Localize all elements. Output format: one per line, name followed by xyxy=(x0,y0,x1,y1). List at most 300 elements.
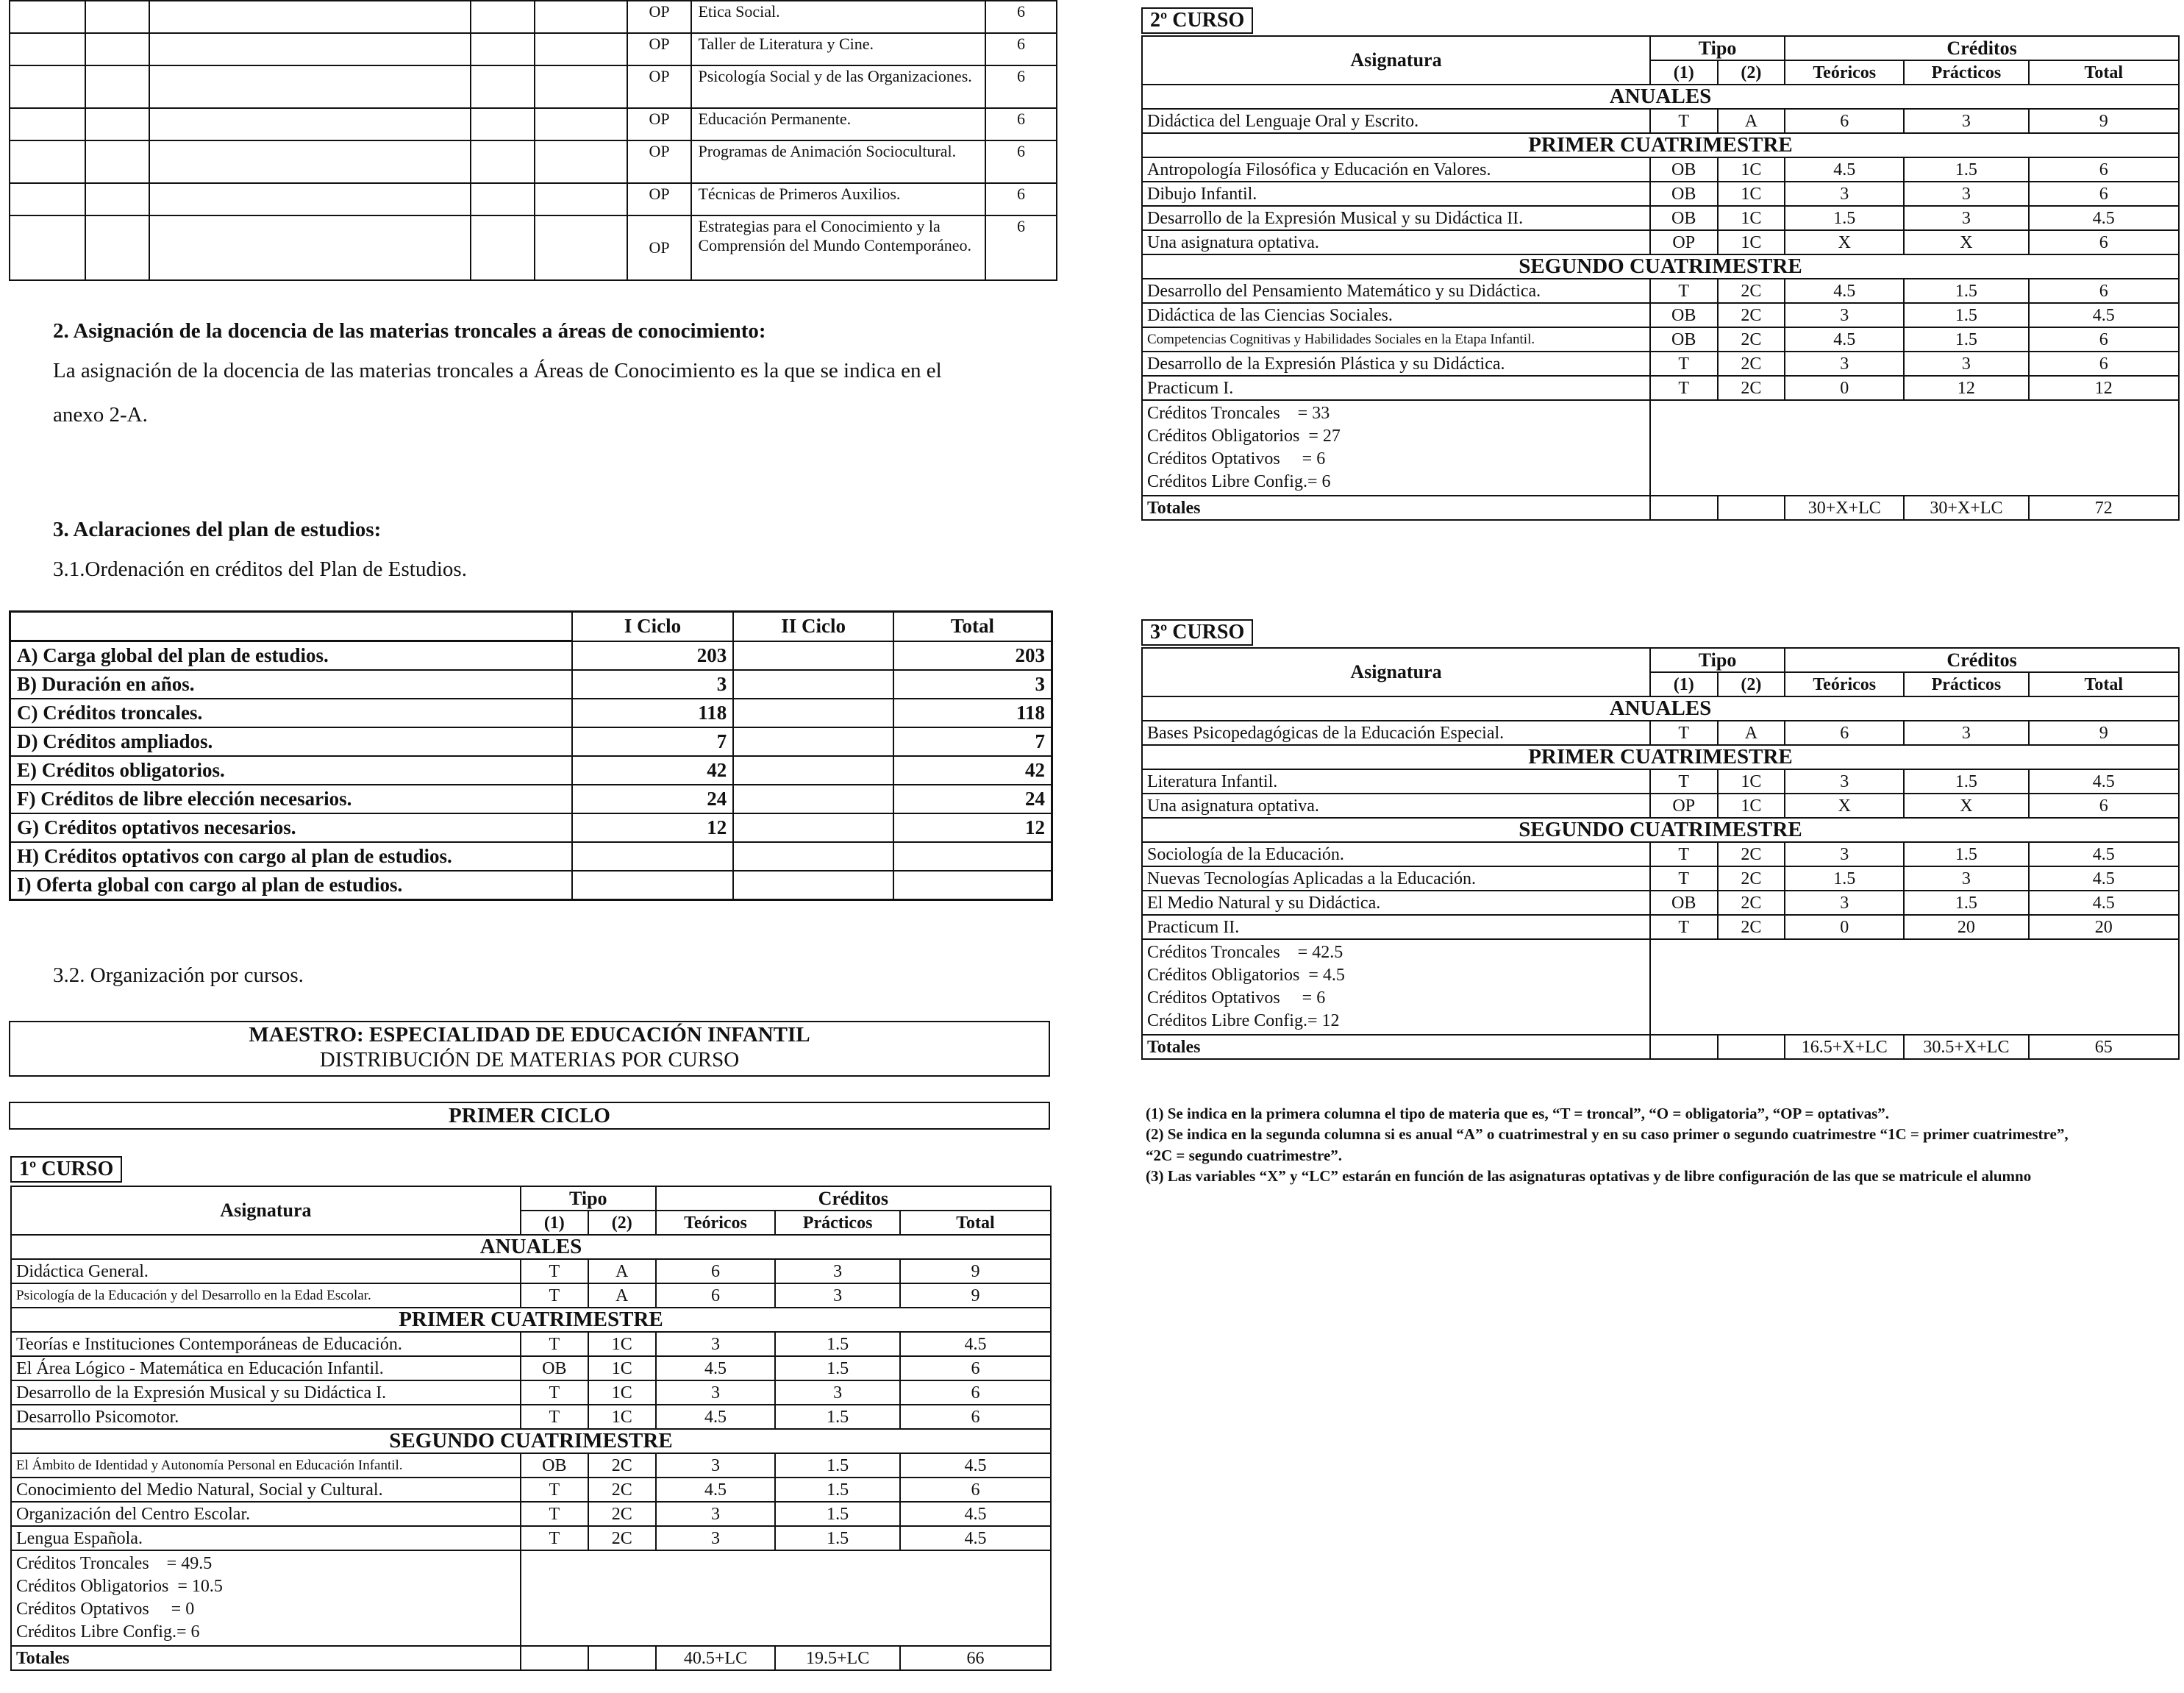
empty-cell xyxy=(471,65,535,108)
credit-line: Créditos Obligatorios = 10.5 xyxy=(16,1577,223,1596)
ordenacion-row xyxy=(10,785,1052,813)
subject-tipo: OB xyxy=(1650,206,1718,230)
ordenacion-iciclo: 203 xyxy=(572,641,734,671)
subject-teoricos: 6 xyxy=(656,1283,776,1308)
subject-total: 9 xyxy=(2029,109,2179,133)
totales-row xyxy=(1142,496,2179,520)
subject-name: Didáctica General. xyxy=(11,1259,521,1283)
subject-row xyxy=(11,1502,1051,1526)
subject-practicos: 1.5 xyxy=(775,1453,900,1478)
totales-practicos: 30.5+X+LC xyxy=(1904,1035,2028,1059)
subject-periodo: 1C xyxy=(588,1332,656,1356)
ordenacion-iciclo: 24 xyxy=(572,785,734,813)
optativa-tipo: OP xyxy=(627,183,692,215)
subject-name: Organización del Centro Escolar. xyxy=(11,1502,521,1526)
section-segundo-title: SEGUNDO CUATRIMESTRE xyxy=(1142,818,2179,842)
tipo-1-header: (1) xyxy=(1650,60,1718,85)
optativa-name: Etica Social. xyxy=(691,1,985,33)
credit-line: Créditos Obligatorios = 4.5 xyxy=(1147,966,1345,985)
empty-cell xyxy=(1650,939,2179,1035)
subject-row xyxy=(11,1332,1051,1356)
ordenacion-label: G) Créditos optativos necesarios. xyxy=(10,813,572,842)
subject-total: 20 xyxy=(2029,915,2179,939)
ordenacion-iciclo: 42 xyxy=(572,756,734,785)
section-segundo-title: SEGUNDO CUATRIMESTRE xyxy=(11,1429,1051,1453)
optativa-credits: 6 xyxy=(985,140,1057,183)
totales-row xyxy=(11,1646,1051,1670)
empty-cell xyxy=(535,183,627,215)
header-row xyxy=(11,1186,1051,1211)
credit-line: Créditos Libre Config.= 12 xyxy=(1147,1011,1340,1030)
practicos-header: Prácticos xyxy=(775,1211,900,1235)
subject-teoricos: 3 xyxy=(656,1332,776,1356)
subject-tipo: OB xyxy=(521,1453,588,1478)
optativa-name: Educación Permanente. xyxy=(691,108,985,140)
subject-tipo: T xyxy=(521,1259,588,1283)
subject-name: Antropología Filosófica y Educación en Valores. xyxy=(1142,157,1650,182)
header-row xyxy=(1142,36,2179,60)
subject-tipo: OB xyxy=(1650,303,1718,327)
subject-total: 6 xyxy=(900,1478,1051,1502)
subject-total: 9 xyxy=(900,1259,1051,1283)
ordenacion-total: 118 xyxy=(893,699,1052,727)
subject-total: 4.5 xyxy=(2029,842,2179,866)
subject-periodo: 1C xyxy=(1718,206,1785,230)
subject-periodo: 1C xyxy=(1718,794,1785,818)
ordenacion-iciclo: 12 xyxy=(572,813,734,842)
section-segundo-title: SEGUNDO CUATRIMESTRE xyxy=(1142,254,2179,279)
subject-periodo: 1C xyxy=(1718,182,1785,206)
subject-name: Desarrollo de la Expresión Musical y su Didáctica I. xyxy=(11,1380,521,1405)
tipo-header: Tipo xyxy=(521,1186,656,1211)
section-primer-title: PRIMER CUATRIMESTRE xyxy=(1142,133,2179,157)
subject-total: 6 xyxy=(2029,157,2179,182)
subject-periodo: 1C xyxy=(588,1356,656,1380)
ordenacion-iciclo xyxy=(572,871,734,900)
subject-teoricos: 3 xyxy=(656,1453,776,1478)
subject-tipo: T xyxy=(1650,866,1718,891)
subject-practicos: 1.5 xyxy=(1904,157,2028,182)
empty-cell xyxy=(471,1,535,33)
teoricos-header: Teóricos xyxy=(656,1211,776,1235)
subject-practicos: 3 xyxy=(1904,721,2028,745)
credit-line: Créditos Troncales = 49.5 xyxy=(16,1554,213,1573)
subject-teoricos: 3 xyxy=(1785,182,1904,206)
subject-total: 9 xyxy=(900,1283,1051,1308)
section-anuales-title: ANUALES xyxy=(1142,696,2179,721)
empty-cell xyxy=(471,108,535,140)
subject-practicos: X xyxy=(1904,230,2028,254)
ordenacion-row xyxy=(10,842,1052,871)
empty-cell xyxy=(149,65,471,108)
subject-teoricos: 3 xyxy=(1785,303,1904,327)
subject-teoricos: 4.5 xyxy=(1785,279,1904,303)
subject-tipo: T xyxy=(1650,279,1718,303)
subject-total: 6 xyxy=(900,1380,1051,1405)
subject-tipo: OP xyxy=(1650,794,1718,818)
subject-practicos: 1.5 xyxy=(1904,769,2028,794)
optativa-tipo: OP xyxy=(627,215,692,280)
credit-line: Créditos Troncales = 42.5 xyxy=(1147,943,1343,962)
subject-practicos: 12 xyxy=(1904,376,2028,400)
subject-teoricos: X xyxy=(1785,230,1904,254)
subject-practicos: 3 xyxy=(1904,352,2028,376)
subject-periodo: A xyxy=(1718,109,1785,133)
credits-summary xyxy=(1142,939,1650,1035)
empty-cell xyxy=(535,108,627,140)
optativa-credits: 6 xyxy=(985,1,1057,33)
total-header: Total xyxy=(900,1211,1051,1235)
curso2-tag: 2º CURSO xyxy=(1141,7,1253,34)
optativa-name: Taller de Literatura y Cine. xyxy=(691,33,985,65)
subject-row xyxy=(1142,866,2179,891)
asignatura-header: Asignatura xyxy=(1142,36,1650,85)
subject-name: Nuevas Tecnologías Aplicadas a la Educación. xyxy=(1142,866,1650,891)
totales-practicos: 19.5+LC xyxy=(775,1646,900,1670)
credits-summary xyxy=(11,1550,521,1646)
subject-name: Una asignatura optativa. xyxy=(1142,230,1650,254)
subject-periodo: 1C xyxy=(1718,157,1785,182)
subject-name: Teorías e Instituciones Contemporáneas de Educación. xyxy=(11,1332,521,1356)
empty-cell xyxy=(10,33,85,65)
optativa-credits: 6 xyxy=(985,65,1057,108)
subject-practicos: 1.5 xyxy=(1904,327,2028,352)
optativas-table xyxy=(9,0,1057,281)
subject-periodo: 2C xyxy=(1718,352,1785,376)
subject-name: El Medio Natural y su Didáctica. xyxy=(1142,891,1650,915)
credits-summary-row xyxy=(1142,939,2179,1035)
subject-periodo: 1C xyxy=(1718,230,1785,254)
subject-total: 6 xyxy=(2029,279,2179,303)
tipo-2-header: (2) xyxy=(1718,60,1785,85)
subject-tipo: T xyxy=(521,1405,588,1429)
section3-heading: 3. Aclaraciones del plan de estudios: xyxy=(53,518,382,541)
subject-periodo: 2C xyxy=(588,1453,656,1478)
section-primer-title: PRIMER CUATRIMESTRE xyxy=(1142,745,2179,769)
ordenacion-label: E) Créditos obligatorios. xyxy=(10,756,572,785)
ordenacion-label: B) Duración en años. xyxy=(10,670,572,699)
subject-row xyxy=(1142,157,2179,182)
subject-periodo: 2C xyxy=(1718,376,1785,400)
subject-total: 6 xyxy=(2029,352,2179,376)
section-primer-title: PRIMER CUATRIMESTRE xyxy=(11,1308,1051,1332)
empty-cell xyxy=(149,183,471,215)
subject-tipo: OB xyxy=(1650,157,1718,182)
subject-total: 4.5 xyxy=(2029,891,2179,915)
empty-cell xyxy=(535,215,627,280)
empty-cell xyxy=(149,140,471,183)
subject-total: 6 xyxy=(900,1356,1051,1380)
tipo-2-header: (2) xyxy=(1718,672,1785,696)
optativa-name: Psicología Social y de las Organizaciones. xyxy=(691,65,985,108)
credit-line: Créditos Libre Config.= 6 xyxy=(1147,472,1331,491)
subject-practicos: 1.5 xyxy=(775,1478,900,1502)
ordenacion-total: 203 xyxy=(893,641,1052,671)
subject-row xyxy=(11,1526,1051,1550)
ordenacion-total: 24 xyxy=(893,785,1052,813)
optativa-row xyxy=(10,33,1057,65)
subject-tipo: T xyxy=(1650,769,1718,794)
empty-cell xyxy=(149,1,471,33)
section3-sub2: 3.2. Organización por cursos. xyxy=(53,963,304,987)
empty-cell xyxy=(535,65,627,108)
subject-practicos: 1.5 xyxy=(1904,279,2028,303)
empty-cell xyxy=(471,215,535,280)
subject-teoricos: 6 xyxy=(1785,109,1904,133)
ordenacion-label: H) Créditos optativos con cargo al plan de estudios. xyxy=(10,842,572,871)
ord-header-iiciclo: II Ciclo xyxy=(733,612,893,641)
subject-row xyxy=(1142,794,2179,818)
ordenacion-iiciclo xyxy=(733,727,893,756)
ordenacion-total xyxy=(893,842,1052,871)
ordenacion-iciclo: 7 xyxy=(572,727,734,756)
empty-cell xyxy=(85,215,149,280)
subject-practicos: 3 xyxy=(1904,866,2028,891)
credit-line: Créditos Troncales = 33 xyxy=(1147,404,1330,423)
subject-total: 12 xyxy=(2029,376,2179,400)
optativa-credits: 6 xyxy=(985,108,1057,140)
empty-cell xyxy=(149,215,471,280)
section-row xyxy=(1142,818,2179,842)
empty-cell xyxy=(1718,1035,1785,1059)
ordenacion-label: D) Créditos ampliados. xyxy=(10,727,572,756)
note-2-cont: “2C = segundo cuatrimestre”. xyxy=(1146,1146,1343,1164)
teoricos-header: Teóricos xyxy=(1785,60,1904,85)
subject-total: 9 xyxy=(2029,721,2179,745)
ord-header-total: Total xyxy=(893,612,1052,641)
subject-total: 4.5 xyxy=(900,1502,1051,1526)
credit-line: Créditos Libre Config.= 6 xyxy=(16,1622,200,1642)
empty-cell xyxy=(10,140,85,183)
subject-periodo: 2C xyxy=(588,1526,656,1550)
subject-name: Lengua Española. xyxy=(11,1526,521,1550)
subject-total: 4.5 xyxy=(900,1453,1051,1478)
ordenacion-label: F) Créditos de libre elección necesarios. xyxy=(10,785,572,813)
subject-teoricos: 1.5 xyxy=(1785,206,1904,230)
subject-tipo: OB xyxy=(1650,182,1718,206)
subject-row xyxy=(1142,327,2179,352)
subject-row xyxy=(1142,769,2179,794)
subject-name: Desarrollo de la Expresión Musical y su Didáctica II. xyxy=(1142,206,1650,230)
ordenacion-row xyxy=(10,756,1052,785)
subject-practicos: 1.5 xyxy=(1904,303,2028,327)
subject-practicos: 1.5 xyxy=(775,1332,900,1356)
note-2: (2) Se indica en la segunda columna si es anual “A” o cuatrimestral y en su caso primer o segundo cuatrimestre “1C = primer cuatrimestre”, xyxy=(1146,1125,2069,1144)
subject-tipo: OP xyxy=(1650,230,1718,254)
subject-row xyxy=(1142,230,2179,254)
curso1-table xyxy=(10,1186,1052,1671)
empty-cell xyxy=(10,183,85,215)
ordenacion-iiciclo xyxy=(733,842,893,871)
subject-name: Desarrollo Psicomotor. xyxy=(11,1405,521,1429)
note-1: (1) Se indica en la primera columna el tipo de materia que es, “T = troncal”, “O = obligatoria”, “OP = optativas”. xyxy=(1146,1105,1889,1122)
asignatura-header: Asignatura xyxy=(11,1186,521,1235)
empty-cell xyxy=(535,33,627,65)
subject-row xyxy=(11,1283,1051,1308)
ordenacion-iiciclo xyxy=(733,756,893,785)
section2-heading: 2. Asignación de la docencia de las materias troncales a áreas de conocimiento: xyxy=(53,319,766,343)
section2-text: La asignación de la docencia de las materias troncales a Áreas de Conocimiento es la que se indica en el xyxy=(53,359,942,382)
optativa-tipo: OP xyxy=(627,1,692,33)
ordenacion-label: A) Carga global del plan de estudios. xyxy=(10,641,572,671)
empty-cell xyxy=(149,33,471,65)
total-header: Total xyxy=(2029,60,2179,85)
subject-practicos: 3 xyxy=(1904,206,2028,230)
curso2-table xyxy=(1141,35,2180,521)
ordenacion-row xyxy=(10,813,1052,842)
ordenacion-iciclo: 118 xyxy=(572,699,734,727)
ordenacion-iiciclo xyxy=(733,699,893,727)
subject-total: 4.5 xyxy=(900,1332,1051,1356)
subject-total: 4.5 xyxy=(900,1526,1051,1550)
subject-periodo: 2C xyxy=(1718,842,1785,866)
header-row xyxy=(1142,648,2179,672)
subject-periodo: 2C xyxy=(1718,891,1785,915)
totales-teoricos: 30+X+LC xyxy=(1785,496,1904,520)
subject-row xyxy=(11,1405,1051,1429)
empty-cell xyxy=(85,33,149,65)
ordenacion-row xyxy=(10,871,1052,900)
tipo-header: Tipo xyxy=(1650,648,1785,672)
optativa-name: Programas de Animación Sociocultural. xyxy=(691,140,985,183)
subject-teoricos: 6 xyxy=(656,1259,776,1283)
empty-cell xyxy=(10,215,85,280)
curso3-table xyxy=(1141,647,2180,1060)
curso3-tag: 3º CURSO xyxy=(1141,619,1253,646)
subject-total: 6 xyxy=(2029,794,2179,818)
subject-tipo: OB xyxy=(1650,891,1718,915)
section3-sub1: 3.1.Ordenación en créditos del Plan de Estudios. xyxy=(53,557,467,581)
subject-practicos: 1.5 xyxy=(775,1405,900,1429)
subject-teoricos: 0 xyxy=(1785,376,1904,400)
credit-line: Créditos Optativos = 6 xyxy=(1147,449,1326,468)
subject-periodo: A xyxy=(1718,721,1785,745)
subject-practicos: 1.5 xyxy=(1904,842,2028,866)
subject-row xyxy=(1142,182,2179,206)
subject-row xyxy=(11,1453,1051,1478)
subject-practicos: 3 xyxy=(775,1259,900,1283)
optativa-row xyxy=(10,1,1057,33)
subject-total: 4.5 xyxy=(2029,769,2179,794)
subject-periodo: A xyxy=(588,1259,656,1283)
totales-teoricos: 40.5+LC xyxy=(656,1646,776,1670)
optativa-row xyxy=(10,140,1057,183)
subject-name: Literatura Infantil. xyxy=(1142,769,1650,794)
optativa-credits: 6 xyxy=(985,215,1057,280)
subject-tipo: T xyxy=(521,1283,588,1308)
optativa-tipo: OP xyxy=(627,65,692,108)
ordenacion-iciclo xyxy=(572,842,734,871)
creditos-header: Créditos xyxy=(656,1186,1051,1211)
empty-cell xyxy=(85,108,149,140)
subject-practicos: 3 xyxy=(1904,109,2028,133)
tipo-header: Tipo xyxy=(1650,36,1785,60)
subject-tipo: T xyxy=(1650,352,1718,376)
subject-periodo: 2C xyxy=(1718,279,1785,303)
ordenacion-total xyxy=(893,871,1052,900)
subject-row xyxy=(1142,352,2179,376)
subject-practicos: X xyxy=(1904,794,2028,818)
ordenacion-table xyxy=(9,610,1053,901)
empty-cell xyxy=(1718,496,1785,520)
subject-practicos: 3 xyxy=(775,1283,900,1308)
subject-tipo: T xyxy=(521,1502,588,1526)
empty-cell xyxy=(535,140,627,183)
subject-periodo: 1C xyxy=(588,1405,656,1429)
ordenacion-row xyxy=(10,727,1052,756)
subject-teoricos: 4.5 xyxy=(656,1405,776,1429)
asignatura-header: Asignatura xyxy=(1142,648,1650,696)
subject-teoricos: 4.5 xyxy=(656,1478,776,1502)
totales-label: Totales xyxy=(11,1646,521,1670)
empty-cell xyxy=(521,1646,588,1670)
subject-teoricos: 3 xyxy=(1785,891,1904,915)
footnotes xyxy=(1146,1103,2175,1186)
subject-name: Desarrollo de la Expresión Plástica y su Didáctica. xyxy=(1142,352,1650,376)
subject-teoricos: 3 xyxy=(1785,352,1904,376)
subject-row xyxy=(1142,303,2179,327)
subject-name: El Ámbito de Identidad y Autonomía Personal en Educación Infantil. xyxy=(11,1453,521,1478)
primer-ciclo-box: PRIMER CICLO xyxy=(9,1102,1050,1130)
empty-cell xyxy=(10,1,85,33)
subject-row xyxy=(11,1259,1051,1283)
subject-practicos: 1.5 xyxy=(775,1526,900,1550)
empty-cell xyxy=(85,65,149,108)
creditos-header: Créditos xyxy=(1785,648,2179,672)
subject-row xyxy=(11,1380,1051,1405)
credits-summary-row xyxy=(11,1550,1051,1646)
subject-tipo: OB xyxy=(1650,327,1718,352)
ordenacion-iiciclo xyxy=(733,670,893,699)
subject-practicos: 1.5 xyxy=(775,1502,900,1526)
practicos-header: Prácticos xyxy=(1904,60,2028,85)
empty-cell xyxy=(10,65,85,108)
subject-periodo: 1C xyxy=(588,1380,656,1405)
empty-cell xyxy=(471,183,535,215)
subject-total: 4.5 xyxy=(2029,866,2179,891)
subject-row xyxy=(11,1478,1051,1502)
optativa-name: Estrategias para el Conocimiento y la Comprensión del Mundo Contemporáneo. xyxy=(691,215,985,280)
empty-cell xyxy=(521,1550,1051,1646)
totales-label: Totales xyxy=(1142,1035,1650,1059)
maestro-title: MAESTRO: ESPECIALIDAD DE EDUCACIÓN INFANTIL xyxy=(249,1023,810,1047)
subject-periodo: 2C xyxy=(1718,915,1785,939)
tipo-1-header: (1) xyxy=(521,1211,588,1235)
subject-name: Desarrollo del Pensamiento Matemático y su Didáctica. xyxy=(1142,279,1650,303)
tipo-1-header: (1) xyxy=(1650,672,1718,696)
subject-tipo: T xyxy=(1650,842,1718,866)
section-anuales-title: ANUALES xyxy=(1142,85,2179,109)
empty-cell xyxy=(10,108,85,140)
optativa-name: Técnicas de Primeros Auxilios. xyxy=(691,183,985,215)
section-row xyxy=(1142,85,2179,109)
subject-teoricos: 3 xyxy=(656,1380,776,1405)
section-row xyxy=(11,1308,1051,1332)
subject-row xyxy=(1142,279,2179,303)
subject-tipo: T xyxy=(1650,721,1718,745)
section-row xyxy=(1142,133,2179,157)
totales-label: Totales xyxy=(1142,496,1650,520)
subject-periodo: 1C xyxy=(1718,769,1785,794)
empty-cell xyxy=(1650,496,1718,520)
subject-name: Psicología de la Educación y del Desarrollo en la Edad Escolar. xyxy=(11,1283,521,1308)
subject-periodo: 2C xyxy=(1718,327,1785,352)
subject-total: 4.5 xyxy=(2029,303,2179,327)
subject-teoricos: 0 xyxy=(1785,915,1904,939)
credits-summary-row xyxy=(1142,400,2179,496)
subject-row xyxy=(1142,891,2179,915)
optativa-row xyxy=(10,108,1057,140)
